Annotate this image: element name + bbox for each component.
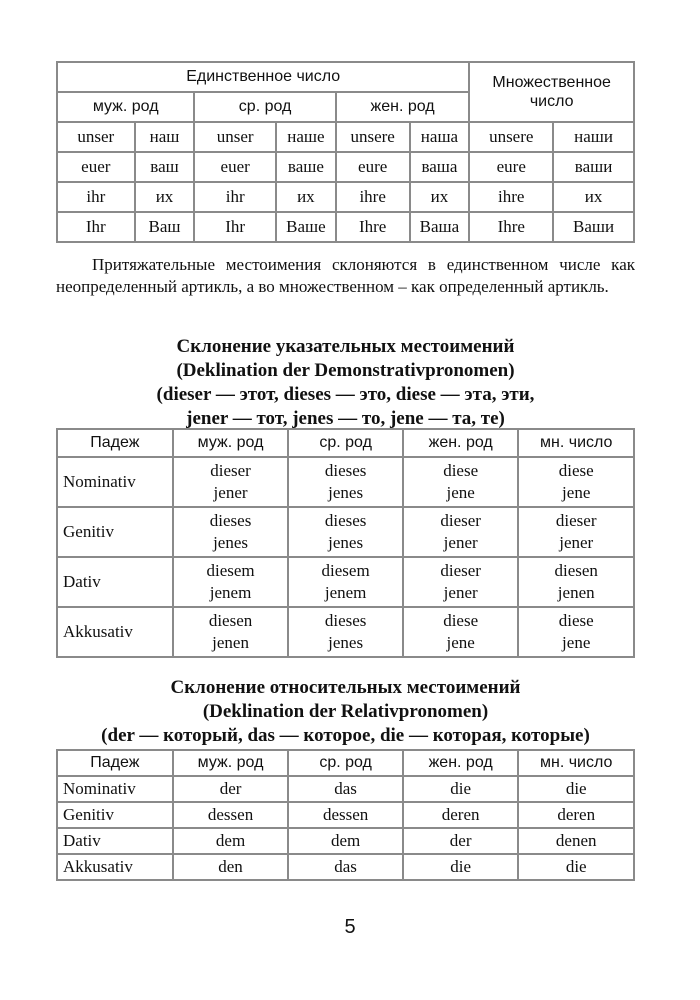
- table-cell: Ваша: [410, 212, 470, 242]
- demonstrative-heading: [56, 335, 635, 431]
- case-label: Genitiv: [57, 507, 173, 557]
- form-line: diese: [558, 461, 594, 480]
- heading-line: jener — тот, jenes — то, jene — та, те): [186, 408, 505, 429]
- table-row: [57, 122, 634, 152]
- form-line: jener: [559, 533, 594, 552]
- table-cell: [288, 557, 403, 607]
- table-cell: Ihre: [469, 212, 553, 242]
- form-line: jenes: [328, 483, 364, 502]
- table-cell: eure: [336, 152, 410, 182]
- form-line: diesem: [321, 561, 370, 580]
- table-cell: ihr: [194, 182, 276, 212]
- form-line: diesem: [206, 561, 255, 580]
- form-line: jenen: [557, 583, 595, 602]
- table-cell: [403, 507, 519, 557]
- form-line: diese: [558, 611, 594, 630]
- table-cell: наш: [135, 122, 195, 152]
- table-cell: их: [553, 182, 634, 212]
- form-line: jene: [562, 633, 591, 652]
- table-cell: их: [276, 182, 336, 212]
- table-row: [57, 457, 634, 507]
- table-cell: ihre: [336, 182, 410, 212]
- table-cell: denen: [518, 828, 634, 854]
- table-cell: [288, 507, 403, 557]
- case-label: Nominativ: [57, 457, 173, 507]
- form-line: dieses: [324, 461, 367, 480]
- form-line: diesen: [208, 611, 253, 630]
- table-cell: [173, 557, 289, 607]
- case-label: Dativ: [57, 828, 173, 854]
- table-cell: [403, 457, 519, 507]
- table-cell: eure: [469, 152, 553, 182]
- table-cell: Ihr: [57, 212, 135, 242]
- heading-line: (Deklination der Demonstrativpronomen): [176, 360, 515, 381]
- table-cell: [518, 557, 634, 607]
- table-cell: die: [518, 776, 634, 802]
- table-cell: das: [288, 854, 403, 880]
- form-line: jenem: [324, 583, 367, 602]
- relative-pronouns-table: [56, 749, 635, 881]
- case-label: Nominativ: [57, 776, 173, 802]
- table-cell: наше: [276, 122, 336, 152]
- table-cell: der: [173, 776, 289, 802]
- explanation-paragraph: [56, 254, 635, 298]
- case-label: Akkusativ: [57, 854, 173, 880]
- table-cell: Ваш: [135, 212, 195, 242]
- form-line: dieses: [209, 511, 252, 530]
- heading-line: (Deklination der Relativpronomen): [202, 701, 489, 722]
- form-line: jener: [443, 583, 478, 602]
- heading-line: Склонение указательных местоимений: [176, 336, 515, 357]
- form-line: dieser: [555, 511, 597, 530]
- table-cell: den: [173, 854, 289, 880]
- column-header: муж. род: [173, 429, 289, 457]
- column-header: ср. род: [288, 750, 403, 776]
- form-line: dieser: [440, 511, 481, 530]
- table-cell: [518, 607, 634, 657]
- form-line: diese: [443, 461, 479, 480]
- demonstrative-pronouns-table: [56, 428, 635, 658]
- table-cell: ваша: [410, 152, 470, 182]
- table-cell: dem: [288, 828, 403, 854]
- form-line: diesen: [554, 561, 598, 580]
- table-cell: [518, 457, 634, 507]
- table-cell: unsere: [469, 122, 553, 152]
- form-line: jener: [213, 483, 248, 502]
- form-line: jenes: [213, 533, 249, 552]
- table-cell: euer: [194, 152, 276, 182]
- form-line: jenes: [328, 633, 364, 652]
- form-line: dieser: [440, 561, 481, 580]
- table-cell: Ваши: [553, 212, 634, 242]
- table-row: [57, 557, 634, 607]
- column-header: ср. род: [288, 429, 403, 457]
- table-cell: das: [288, 776, 403, 802]
- table-cell: ваш: [135, 152, 195, 182]
- plural-header: Множественное число: [469, 62, 634, 122]
- table-cell: [288, 607, 403, 657]
- table-cell: ваши: [553, 152, 634, 182]
- table-cell: Ihre: [336, 212, 410, 242]
- table-cell: ihr: [57, 182, 135, 212]
- table-cell: dem: [173, 828, 289, 854]
- gender-header-neuter: ср. род: [194, 92, 335, 122]
- table-cell: unser: [57, 122, 135, 152]
- table-cell: [403, 557, 519, 607]
- heading-line: (der — который, das — которое, die — которая, которые): [101, 725, 590, 746]
- form-line: dieser: [210, 461, 251, 480]
- singular-header: Единственное число: [57, 62, 469, 92]
- table-cell: наши: [553, 122, 634, 152]
- column-header: муж. род: [173, 750, 289, 776]
- table-row: [57, 507, 634, 557]
- table-cell: наша: [410, 122, 470, 152]
- form-line: jener: [443, 533, 478, 552]
- table-cell: die: [518, 854, 634, 880]
- page-number: 5: [344, 916, 356, 938]
- gender-header-masculine: муж. род: [57, 92, 194, 122]
- form-line: jenen: [212, 633, 249, 652]
- table-row: [57, 212, 634, 242]
- column-header: жен. род: [403, 750, 519, 776]
- possessive-pronouns-table: [56, 61, 635, 243]
- case-label: Genitiv: [57, 802, 173, 828]
- table-cell: [173, 507, 289, 557]
- column-header: мн. число: [518, 429, 634, 457]
- column-header: мн. число: [518, 750, 634, 776]
- table-row: [57, 607, 634, 657]
- table-cell: [288, 457, 403, 507]
- table-row: [57, 182, 634, 212]
- table-cell: [173, 457, 289, 507]
- table-cell: unsere: [336, 122, 410, 152]
- table-cell: Ваше: [276, 212, 336, 242]
- form-line: diese: [443, 611, 479, 630]
- form-line: dieses: [324, 511, 367, 530]
- column-header: жен. род: [403, 429, 519, 457]
- relative-heading: [56, 676, 635, 748]
- table-row: [57, 828, 634, 854]
- table-row: [57, 776, 634, 802]
- form-line: jene: [562, 483, 591, 502]
- form-line: dieses: [324, 611, 367, 630]
- form-line: jenem: [209, 583, 252, 602]
- table-cell: dessen: [288, 802, 403, 828]
- table-cell: euer: [57, 152, 135, 182]
- table-cell: Ihr: [194, 212, 276, 242]
- table-row: [57, 854, 634, 880]
- gender-header-feminine: жен. род: [336, 92, 470, 122]
- table-cell: deren: [403, 802, 519, 828]
- case-label: Akkusativ: [57, 607, 173, 657]
- table-cell: deren: [518, 802, 634, 828]
- table-cell: ваше: [276, 152, 336, 182]
- table-row: [57, 802, 634, 828]
- heading-line: (dieser — этот, dieses — это, diese — эта, эти,: [156, 384, 535, 405]
- form-line: jene: [446, 483, 475, 502]
- column-header: Падеж: [57, 750, 173, 776]
- table-cell: der: [403, 828, 519, 854]
- table-cell: [173, 607, 289, 657]
- table-cell: die: [403, 854, 519, 880]
- paragraph-text: Притяжательные местоимения склоняются в единственном числе как неопределенный артикль, а во множественном – как определенный артикль.: [56, 255, 635, 296]
- table-cell: dessen: [173, 802, 289, 828]
- table-cell: ihre: [469, 182, 553, 212]
- table-cell: die: [403, 776, 519, 802]
- table-row: [57, 152, 634, 182]
- form-line: jene: [446, 633, 475, 652]
- form-line: jenes: [328, 533, 364, 552]
- table-cell: [518, 507, 634, 557]
- table-cell: [403, 607, 519, 657]
- table-cell: unser: [194, 122, 276, 152]
- case-label: Dativ: [57, 557, 173, 607]
- table-cell: их: [410, 182, 470, 212]
- table-cell: их: [135, 182, 195, 212]
- heading-line: Склонение относительных местоимений: [170, 677, 521, 698]
- column-header: Падеж: [57, 429, 173, 457]
